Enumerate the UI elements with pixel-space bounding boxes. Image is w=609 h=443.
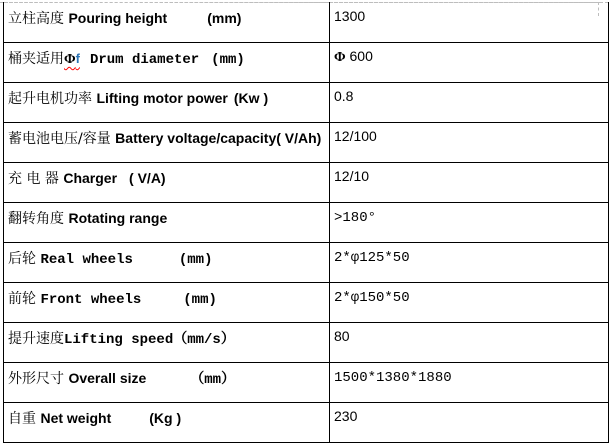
spec-value-cell xyxy=(330,123,609,163)
spacer xyxy=(146,382,190,383)
spacer xyxy=(80,62,90,63)
spacer xyxy=(133,262,179,263)
spec-label-cell xyxy=(4,323,330,363)
spec-table xyxy=(3,2,609,443)
real-wheels-label-segment-1: Real wheels xyxy=(40,252,133,268)
spec-label-cell xyxy=(4,363,330,403)
spacer xyxy=(167,22,207,23)
spec-label-cell xyxy=(4,83,330,123)
spec-row-lifting-speed xyxy=(4,323,609,363)
front-wheels-value-segment-0: 2*φ150*50 xyxy=(334,290,410,306)
front-wheels-label-segment-0: 前轮 xyxy=(8,291,41,307)
overall-size-label-segment-3: （mm） xyxy=(190,372,236,388)
lifting-speed-value-segment-0: 80 xyxy=(334,328,350,344)
spec-value-cell xyxy=(330,83,609,123)
spec-table-body xyxy=(4,3,609,443)
front-wheels-label-segment-1: Front wheels xyxy=(40,292,142,308)
spec-value-cell xyxy=(330,3,609,43)
battery-voltage-capacity-label-segment-0: 蓄电池电压/容量 xyxy=(8,131,116,147)
drum-diameter-label-segment-4: Drum diameter xyxy=(89,52,200,68)
spec-row-battery-voltage-capacity xyxy=(4,123,609,163)
battery-voltage-capacity-value-segment-0: 12/100 xyxy=(334,128,377,144)
real-wheels-label-segment-0: 后轮 xyxy=(8,251,41,267)
pouring-height-value-segment-0: 1300 xyxy=(334,8,366,24)
lifting-motor-power-value-segment-0: 0.8 xyxy=(334,88,354,104)
spacer xyxy=(199,62,211,63)
lifting-motor-power-label-segment-1: Lifting motor power xyxy=(96,90,228,106)
spec-value-cell xyxy=(330,243,609,283)
spec-row-rotating-range xyxy=(4,203,609,243)
pouring-height-label-segment-0: 立柱高度 xyxy=(8,11,69,27)
front-wheels-label-segment-3: (mm) xyxy=(183,292,217,308)
net-weight-value-segment-0: 230 xyxy=(334,408,358,424)
real-wheels-value-segment-0: 2*φ125*50 xyxy=(334,250,410,266)
rotating-range-label-segment-0: 翻转角度 xyxy=(8,211,69,227)
overall-size-label-segment-0: 外形尺寸 xyxy=(8,371,69,387)
spec-row-overall-size xyxy=(4,363,609,403)
spec-row-charger xyxy=(4,163,609,203)
spec-row-drum-diameter xyxy=(4,43,609,83)
lifting-speed-label-segment-1: Lifting speed（mm/s） xyxy=(64,332,235,348)
spec-label-cell xyxy=(4,3,330,43)
pouring-height-label-segment-3: (mm) xyxy=(207,10,242,26)
spec-value-cell xyxy=(330,203,609,243)
lifting-speed-label-segment-0: 提升速度 xyxy=(8,331,64,347)
charger-label-segment-1: Charger xyxy=(63,170,118,186)
pouring-height-label-segment-1: Pouring height xyxy=(68,10,168,26)
charger-label-segment-3: ( V/A) xyxy=(129,170,166,186)
spec-value-cell xyxy=(330,163,609,203)
spec-value-cell xyxy=(330,363,609,403)
drum-diameter-value-segment-1: 600 xyxy=(345,48,373,64)
spec-value-cell xyxy=(330,403,609,443)
drum-diameter-label-segment-0: 桶夹适用 xyxy=(8,51,64,67)
spec-label-cell xyxy=(4,123,330,163)
spec-label-cell xyxy=(4,203,330,243)
real-wheels-label-segment-3: (mm) xyxy=(178,252,213,268)
spec-label-cell xyxy=(4,43,330,83)
drum-diameter-label-segment-1: Φ xyxy=(64,52,76,67)
overall-size-value-segment-0: 1500*1380*1880 xyxy=(334,370,452,386)
charger-label-segment-0: 充 电 器 xyxy=(8,171,64,187)
rotating-range-value-segment-0: >180° xyxy=(334,210,377,226)
net-weight-label-segment-0: 自重 xyxy=(8,411,41,427)
spacer xyxy=(141,302,183,303)
spec-value-cell xyxy=(330,43,609,83)
spec-row-front-wheels xyxy=(4,283,609,323)
lifting-motor-power-label-segment-3: (Kw ) xyxy=(233,90,269,106)
spec-label-cell xyxy=(4,283,330,323)
spec-row-real-wheels xyxy=(4,243,609,283)
charger-value-segment-0: 12/10 xyxy=(334,168,370,184)
spec-row-lifting-motor-power xyxy=(4,83,609,123)
overall-size-label-segment-1: Overall size xyxy=(68,370,147,386)
drum-diameter-value-segment-0: Φ xyxy=(334,50,346,65)
lifting-motor-power-label-segment-0: 起升电机功率 xyxy=(8,91,97,107)
spec-value-cell xyxy=(330,283,609,323)
spec-label-cell xyxy=(4,243,330,283)
spec-label-cell xyxy=(4,163,330,203)
spec-row-pouring-height xyxy=(4,3,609,43)
spec-value-cell xyxy=(330,323,609,363)
drum-diameter-label-segment-6: (mm) xyxy=(211,52,245,68)
spec-row-net-weight xyxy=(4,403,609,443)
net-weight-label-segment-3: (Kg ) xyxy=(149,410,182,426)
spec-label-cell xyxy=(4,403,330,443)
drum-diameter-label-segment-2: f xyxy=(75,51,80,66)
spacer xyxy=(117,182,129,183)
battery-voltage-capacity-label-segment-1: Battery voltage/capacity( V/Ah) xyxy=(115,130,322,146)
spacer xyxy=(111,422,149,423)
net-weight-label-segment-1: Net weight xyxy=(40,410,112,426)
rotating-range-label-segment-1: Rotating range xyxy=(68,210,168,226)
